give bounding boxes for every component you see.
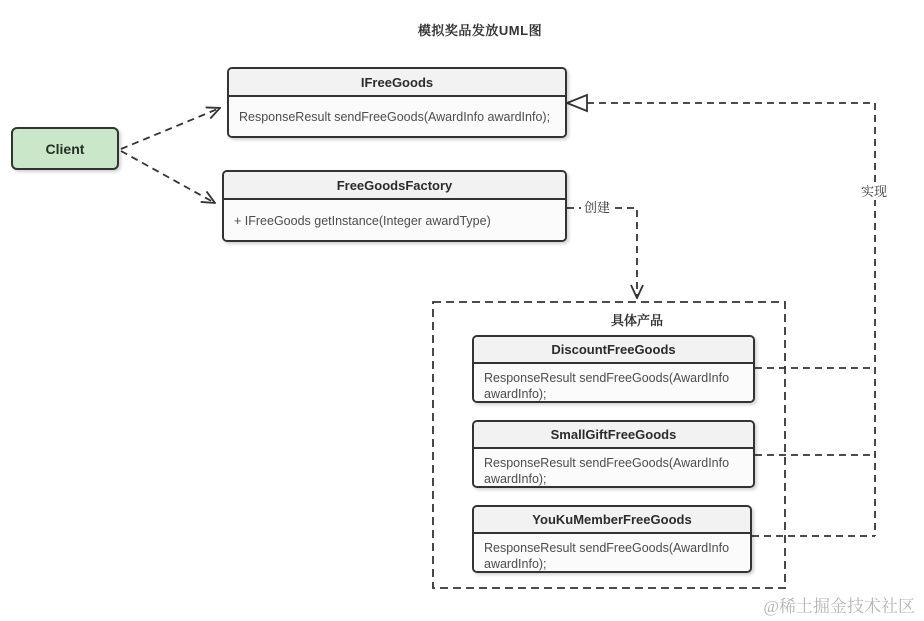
arrow-client-to-ifreegoods: [121, 108, 220, 149]
edge-label-implement: 实现: [858, 183, 890, 200]
diagram-title: 模拟奖品发放UML图: [417, 23, 543, 38]
class-name-heading: FreeGoodsFactory: [224, 172, 565, 200]
class-box-freegoodsfactory[interactable]: [222, 170, 567, 242]
class-name-heading: IFreeGoods: [229, 69, 565, 97]
client-label: Client: [45, 140, 85, 157]
class-box-smallgiftfreegoods[interactable]: [472, 420, 755, 488]
class-method-text: ResponseResult sendFreeGoods(AwardInfo awardInfo);: [474, 449, 753, 488]
class-box-discountfreegoods[interactable]: [472, 335, 755, 403]
concrete-products-group-label: 具体产品: [610, 313, 663, 328]
edge-label-create: 创建: [581, 199, 613, 216]
class-method-text: ResponseResult sendFreeGoods(AwardInfo awardInfo);: [474, 364, 753, 403]
watermark-text: @稀土掘金技术社区: [763, 597, 915, 616]
class-method-text: ResponseResult sendFreeGoods(AwardInfo awardInfo);: [474, 534, 750, 573]
class-name-heading: YouKuMemberFreeGoods: [474, 507, 750, 534]
interface-box-ifreegoods[interactable]: [227, 67, 567, 138]
arrow-factory-create-group: [567, 208, 637, 298]
class-method-text: + IFreeGoods getInstance(Integer awardType): [224, 200, 565, 242]
class-name-heading: DiscountFreeGoods: [474, 337, 753, 364]
class-method-text: ResponseResult sendFreeGoods(AwardInfo awardInfo);: [229, 97, 565, 138]
client-class-box[interactable]: [11, 127, 119, 170]
class-box-youkumemberfreegoods[interactable]: [472, 505, 752, 573]
realization-triangle-arrowhead: [567, 95, 587, 111]
class-name-heading: SmallGiftFreeGoods: [474, 422, 753, 449]
arrow-client-to-factory: [121, 151, 215, 203]
